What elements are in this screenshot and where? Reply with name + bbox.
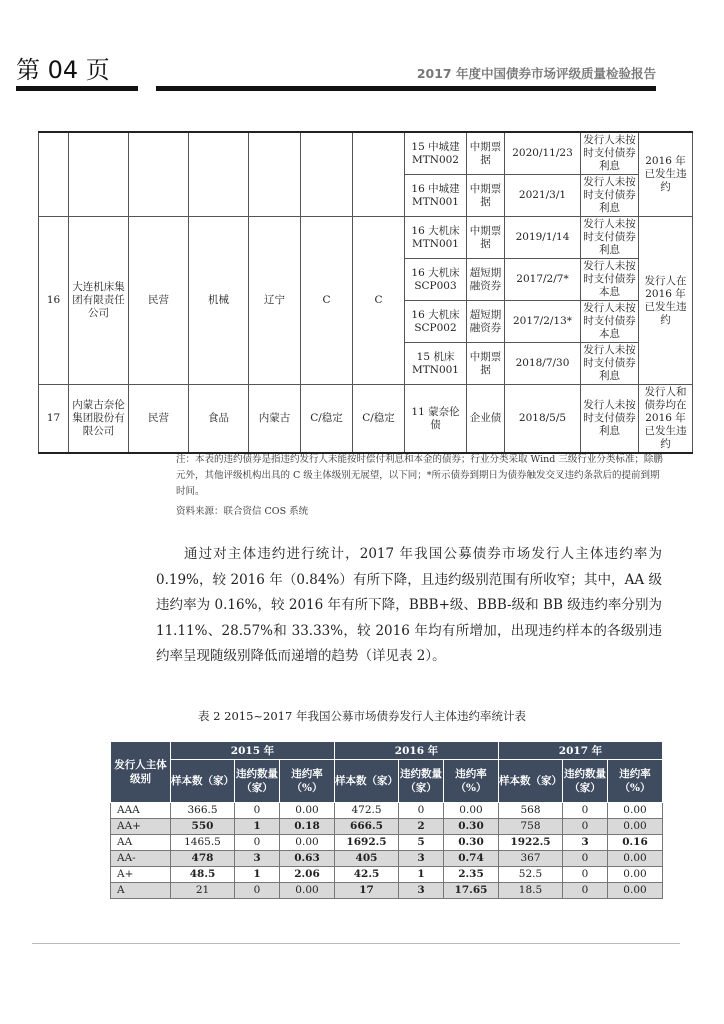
value-cell: 1465.5 (171, 835, 235, 851)
default-issuers-table (38, 131, 693, 454)
cell-type (129, 132, 189, 217)
table-row (111, 803, 663, 819)
table-note: 注：本表的违约债券是指违约发行人未能按时偿付利息和本金的债券；行业分类采取 Wind 三级行业分类标准；除鹏元外，其他评级机构出具的 C 级主体级别无展望，以下同；*所示债券到期日为债券触发交叉违约条款后的提前到期时间。 (176, 454, 663, 497)
value-cell: 0 (235, 835, 280, 851)
sub-header: 样本数（家） (499, 760, 563, 803)
cell-bond-name: 15 中城建 MTN002 (405, 132, 467, 175)
table-source: 资料来源：联合资信 COS 系统 (176, 506, 309, 517)
cell-no: 17 (39, 385, 69, 454)
report-title: 2017 年度中国债券市场评级质量检验报告 (416, 66, 656, 81)
value-cell: 21 (171, 883, 235, 899)
year-header: 2017 年 (499, 742, 663, 760)
cell-bond-kind: 中期票据 (467, 132, 505, 175)
cell-status: 发行人在 2016 年已发生违约 (639, 217, 693, 385)
table2-caption: 表 2 2015~2017 年我国公募市场债券发行人主体违约率统计表 (198, 709, 526, 723)
value-cell: 42.5 (335, 867, 399, 883)
table-row (111, 835, 663, 851)
cell-bond-name: 16 中城建 MTN001 (405, 175, 467, 217)
cell-bond-reason: 发行人未按时支付债券利息 (581, 175, 639, 217)
value-cell: 0.74 (444, 851, 499, 867)
cell-bond-date: 2017/2/7* (505, 259, 581, 301)
cell-status: 发行人和债券均在 2016 年已发生违约 (639, 385, 693, 454)
value-cell: 0.30 (444, 835, 499, 851)
value-cell: 3 (399, 883, 444, 899)
value-cell: 0.00 (280, 883, 335, 899)
cell-rating2: C/稳定 (353, 385, 405, 454)
page-number: 第 04 页 (16, 56, 110, 84)
cell-bond-date: 2020/11/23 (505, 132, 581, 175)
grade-cell: A (111, 883, 171, 899)
sub-header: 违约率（%） (608, 760, 663, 803)
cell-type: 民营 (129, 217, 189, 385)
cell-issuer: 大连机床集团有限责任公司 (69, 217, 129, 385)
cell-bond-name: 15 机床 MTN001 (405, 343, 467, 385)
value-cell: 0.00 (608, 867, 663, 883)
value-cell: 17.65 (444, 883, 499, 899)
sub-header: 违约率（%） (444, 760, 499, 803)
cell-bond-reason: 发行人未按时支付债券利息 (581, 132, 639, 175)
table-row (39, 132, 693, 175)
value-cell: 472.5 (335, 803, 399, 819)
sub-header: 样本数（家） (171, 760, 235, 803)
value-cell: 666.5 (335, 819, 399, 835)
value-cell: 0 (563, 883, 608, 899)
value-cell: 478 (171, 851, 235, 867)
value-cell: 568 (499, 803, 563, 819)
value-cell: 18.5 (499, 883, 563, 899)
value-cell: 17 (335, 883, 399, 899)
sub-header: 违约数量（家） (563, 760, 608, 803)
value-cell: 52.5 (499, 867, 563, 883)
cell-rating1: C (301, 217, 353, 385)
value-cell: 0.00 (444, 803, 499, 819)
cell-no (39, 132, 69, 217)
body-paragraph: 通过对主体违约进行统计，2017 年我国公募债券市场发行人主体违约率为 0.19%，较 2016 年（0.84%）有所下降，且违约级别范围有所收窄；其中，AA 级违约率为 0.16%，较 2016 年有所下降，BBB+级、BBB-级和 BB 级违约率分别为 11.11%、28.57%和 33.33%，较 2016 年均有所增加，出现违约样本的各级别违约率呈现随级别降低而递增的趋势（详见表 2）。 (156, 546, 662, 664)
value-cell: 0.18 (280, 819, 335, 835)
value-cell: 0.00 (280, 835, 335, 851)
cell-industry (189, 132, 249, 217)
value-cell: 0 (563, 819, 608, 835)
cell-bond-kind: 企业债 (467, 385, 505, 454)
value-cell: 0.63 (280, 851, 335, 867)
value-cell: 2.06 (280, 867, 335, 883)
value-cell: 1 (235, 819, 280, 835)
cell-bond-kind: 超短期融资券 (467, 259, 505, 301)
cell-no: 16 (39, 217, 69, 385)
value-cell: 3 (235, 851, 280, 867)
cell-region: 内蒙古 (249, 385, 301, 454)
value-cell: 0.30 (444, 819, 499, 835)
value-cell: 0.00 (608, 851, 663, 867)
header-rule-left (16, 86, 138, 91)
cell-bond-reason: 发行人未按时支付债券本息 (581, 259, 639, 301)
cell-type: 民营 (129, 385, 189, 454)
value-cell: 0.00 (608, 883, 663, 899)
cell-bond-reason: 发行人未按时支付债券利息 (581, 343, 639, 385)
value-cell: 2 (399, 819, 444, 835)
cell-bond-date: 2018/5/5 (505, 385, 581, 454)
default-rate-table (110, 741, 663, 899)
cell-bond-reason: 发行人未按时支付债券利息 (581, 385, 639, 454)
value-cell: 0.00 (608, 819, 663, 835)
value-cell: 1692.5 (335, 835, 399, 851)
table-row (111, 867, 663, 883)
cell-region (249, 132, 301, 217)
value-cell: 5 (399, 835, 444, 851)
value-cell: 1 (399, 867, 444, 883)
table-row (39, 217, 693, 259)
grade-header: 发行人主体级别 (111, 742, 171, 803)
cell-bond-reason: 发行人未按时支付债券本息 (581, 301, 639, 343)
cell-bond-kind: 中期票据 (467, 175, 505, 217)
value-cell: 0 (563, 867, 608, 883)
cell-bond-reason: 发行人未按时支付债券利息 (581, 217, 639, 259)
table-row (111, 883, 663, 899)
value-cell: 48.5 (171, 867, 235, 883)
grade-cell: A+ (111, 867, 171, 883)
cell-status: 2016 年已发生违约 (639, 132, 693, 217)
footer-rule (32, 943, 680, 944)
value-cell: 0.00 (280, 803, 335, 819)
cell-industry: 食品 (189, 385, 249, 454)
value-cell: 405 (335, 851, 399, 867)
cell-bond-name: 16 大机床 SCP002 (405, 301, 467, 343)
value-cell: 0 (563, 803, 608, 819)
grade-cell: AA+ (111, 819, 171, 835)
value-cell: 0 (235, 883, 280, 899)
value-cell: 0 (399, 803, 444, 819)
cell-bond-date: 2018/7/30 (505, 343, 581, 385)
cell-bond-date: 2019/1/14 (505, 217, 581, 259)
cell-bond-date: 2017/2/13* (505, 301, 581, 343)
cell-bond-name: 16 大机床 SCP003 (405, 259, 467, 301)
table-row (39, 385, 693, 454)
value-cell: 0.00 (608, 803, 663, 819)
cell-issuer (69, 132, 129, 217)
value-cell: 0 (563, 851, 608, 867)
cell-bond-name: 16 大机床 MTN001 (405, 217, 467, 259)
table-row (111, 851, 663, 867)
cell-bond-kind: 超短期融资券 (467, 301, 505, 343)
grade-cell: AA (111, 835, 171, 851)
value-cell: 3 (563, 835, 608, 851)
value-cell: 367 (499, 851, 563, 867)
value-cell: 1922.5 (499, 835, 563, 851)
cell-bond-kind: 中期票据 (467, 343, 505, 385)
cell-rating1 (301, 132, 353, 217)
year-header: 2016 年 (335, 742, 499, 760)
value-cell: 758 (499, 819, 563, 835)
value-cell: 3 (399, 851, 444, 867)
value-cell: 366.5 (171, 803, 235, 819)
cell-bond-date: 2021/3/1 (505, 175, 581, 217)
grade-cell: AAA (111, 803, 171, 819)
sub-header: 违约数量（家） (235, 760, 280, 803)
value-cell: 1 (235, 867, 280, 883)
table-row (111, 819, 663, 835)
value-cell: 550 (171, 819, 235, 835)
grade-cell: AA- (111, 851, 171, 867)
cell-rating1: C/稳定 (301, 385, 353, 454)
year-header: 2015 年 (171, 742, 335, 760)
header-rule-right (156, 86, 656, 91)
cell-region: 辽宁 (249, 217, 301, 385)
sub-header: 样本数（家） (335, 760, 399, 803)
cell-bond-kind: 中期票据 (467, 217, 505, 259)
value-cell: 2.35 (444, 867, 499, 883)
sub-header: 违约率（%） (280, 760, 335, 803)
cell-bond-name: 11 蒙奈伦债 (405, 385, 467, 454)
cell-rating2: C (353, 217, 405, 385)
cell-rating2 (353, 132, 405, 217)
sub-header: 违约数量（家） (399, 760, 444, 803)
cell-industry: 机械 (189, 217, 249, 385)
value-cell: 0.16 (608, 835, 663, 851)
cell-issuer: 内蒙古奈伦集团股份有限公司 (69, 385, 129, 454)
value-cell: 0 (235, 803, 280, 819)
